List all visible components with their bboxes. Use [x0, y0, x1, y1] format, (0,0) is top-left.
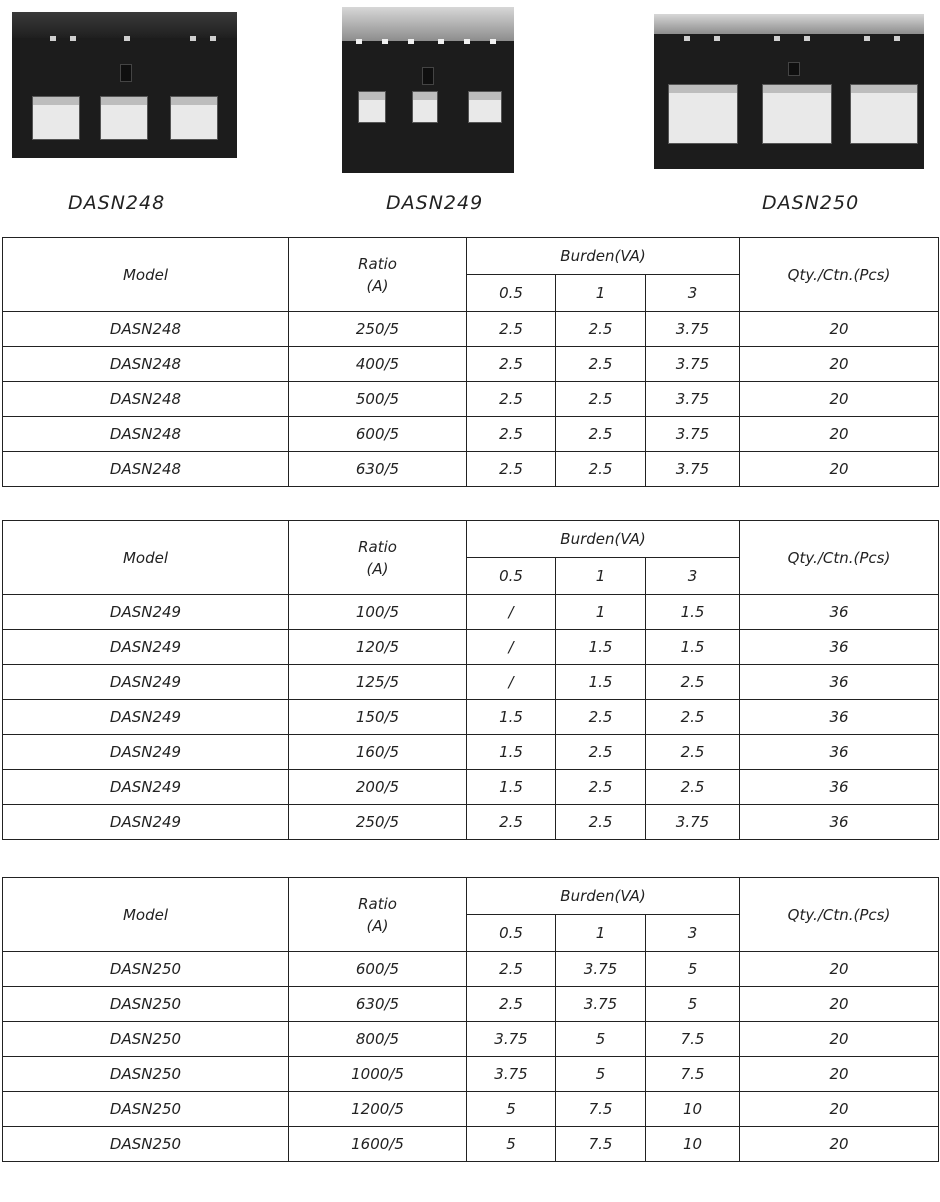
header-burden-05: 0.5 [467, 915, 556, 952]
cell-model: DASN250 [3, 1022, 289, 1057]
cell-burden-05: / [467, 630, 556, 665]
product-image-dasn249 [342, 7, 514, 173]
spec-table-dasn250 [2, 877, 939, 1162]
cell-burden-1: 2.5 [556, 452, 646, 487]
cell-burden-3: 2.5 [646, 770, 740, 805]
cell-model: DASN249 [3, 595, 289, 630]
cell-burden-1: 2.5 [556, 347, 646, 382]
cell-burden-3: 2.5 [646, 665, 740, 700]
product-caption: DASN248 [68, 192, 166, 214]
header-burden-3: 3 [646, 558, 740, 595]
cell-burden-05: 1.5 [467, 735, 556, 770]
cell-burden-05: 3.75 [467, 1057, 556, 1092]
cell-burden-3: 10 [646, 1127, 740, 1162]
cell-model: DASN250 [3, 1092, 289, 1127]
header-burden-1: 1 [556, 558, 646, 595]
table-row [3, 382, 939, 417]
cell-burden-1: 2.5 [556, 312, 646, 347]
header-burden-3: 3 [646, 915, 740, 952]
cell-burden-05: 1.5 [467, 770, 556, 805]
table-row [3, 987, 939, 1022]
cell-ratio: 200/5 [289, 770, 467, 805]
cell-qty: 36 [740, 700, 939, 735]
cell-qty: 36 [740, 665, 939, 700]
cell-burden-1: 2.5 [556, 735, 646, 770]
cell-burden-3: 5 [646, 987, 740, 1022]
cell-ratio: 150/5 [289, 700, 467, 735]
table-row [3, 805, 939, 840]
header-burden: Burden(VA) [467, 238, 740, 275]
cell-qty: 20 [740, 382, 939, 417]
cell-burden-1: 2.5 [556, 770, 646, 805]
cell-burden-05: 5 [467, 1127, 556, 1162]
cell-burden-05: 2.5 [467, 805, 556, 840]
cell-qty: 36 [740, 805, 939, 840]
header-ratio-label: Ratio [358, 894, 397, 913]
cell-qty: 36 [740, 770, 939, 805]
cell-ratio: 400/5 [289, 347, 467, 382]
cell-burden-1: 2.5 [556, 417, 646, 452]
header-burden-3: 3 [646, 275, 740, 312]
cell-burden-1: 5 [556, 1022, 646, 1057]
cell-burden-05: 2.5 [467, 952, 556, 987]
cell-model: DASN249 [3, 665, 289, 700]
cell-burden-1: 1 [556, 595, 646, 630]
cell-qty: 20 [740, 987, 939, 1022]
header-qty: Qty./Ctn.(Pcs) [740, 238, 939, 312]
cell-ratio: 600/5 [289, 417, 467, 452]
table-row [3, 665, 939, 700]
cell-model: DASN248 [3, 347, 289, 382]
cell-ratio: 100/5 [289, 595, 467, 630]
cell-qty: 20 [740, 1092, 939, 1127]
cell-ratio: 250/5 [289, 805, 467, 840]
cell-burden-3: 3.75 [646, 417, 740, 452]
header-burden: Burden(VA) [467, 878, 740, 915]
table-row [3, 347, 939, 382]
header-ratio-unit: (A) [366, 276, 389, 295]
header-burden-05: 0.5 [467, 558, 556, 595]
cell-model: DASN248 [3, 452, 289, 487]
cell-burden-1: 7.5 [556, 1127, 646, 1162]
table-row [3, 770, 939, 805]
table-row [3, 952, 939, 987]
cell-ratio: 500/5 [289, 382, 467, 417]
cell-qty: 20 [740, 1057, 939, 1092]
cell-burden-05: 5 [467, 1092, 556, 1127]
header-ratio [289, 521, 467, 595]
header-ratio [289, 238, 467, 312]
header-ratio-unit: (A) [366, 916, 389, 935]
cell-ratio: 1000/5 [289, 1057, 467, 1092]
cell-model: DASN249 [3, 700, 289, 735]
cell-burden-05: 3.75 [467, 1022, 556, 1057]
header-ratio [289, 878, 467, 952]
cell-burden-1: 3.75 [556, 987, 646, 1022]
cell-burden-05: 2.5 [467, 987, 556, 1022]
cell-burden-3: 2.5 [646, 700, 740, 735]
cell-ratio: 160/5 [289, 735, 467, 770]
cell-burden-05: 2.5 [467, 452, 556, 487]
cell-model: DASN249 [3, 630, 289, 665]
cell-qty: 20 [740, 1127, 939, 1162]
cell-burden-05: / [467, 665, 556, 700]
cell-ratio: 120/5 [289, 630, 467, 665]
cell-model: DASN250 [3, 952, 289, 987]
header-ratio-unit: (A) [366, 559, 389, 578]
product-caption: DASN250 [762, 192, 860, 214]
table-row [3, 1127, 939, 1162]
header-model: Model [3, 521, 289, 595]
header-burden: Burden(VA) [467, 521, 740, 558]
cell-burden-3: 3.75 [646, 347, 740, 382]
cell-burden-05: 1.5 [467, 700, 556, 735]
cell-burden-1: 2.5 [556, 805, 646, 840]
cell-burden-3: 3.75 [646, 452, 740, 487]
cell-burden-05: 2.5 [467, 312, 556, 347]
cell-qty: 20 [740, 312, 939, 347]
cell-burden-1: 2.5 [556, 382, 646, 417]
product-image-dasn250 [654, 14, 924, 169]
cell-ratio: 250/5 [289, 312, 467, 347]
table-row [3, 417, 939, 452]
cell-qty: 36 [740, 630, 939, 665]
cell-qty: 20 [740, 347, 939, 382]
table-row [3, 1057, 939, 1092]
cell-model: DASN249 [3, 735, 289, 770]
cell-burden-3: 7.5 [646, 1022, 740, 1057]
spec-table-dasn248 [2, 237, 939, 487]
cell-ratio: 630/5 [289, 452, 467, 487]
cell-burden-1: 7.5 [556, 1092, 646, 1127]
cell-model: DASN248 [3, 312, 289, 347]
cell-model: DASN248 [3, 417, 289, 452]
header-model: Model [3, 878, 289, 952]
table-row [3, 1022, 939, 1057]
cell-burden-3: 3.75 [646, 312, 740, 347]
header-qty: Qty./Ctn.(Pcs) [740, 878, 939, 952]
header-ratio-label: Ratio [358, 254, 397, 273]
cell-burden-1: 5 [556, 1057, 646, 1092]
cell-ratio: 600/5 [289, 952, 467, 987]
cell-burden-3: 1.5 [646, 595, 740, 630]
cell-burden-3: 10 [646, 1092, 740, 1127]
cell-model: DASN249 [3, 770, 289, 805]
header-qty: Qty./Ctn.(Pcs) [740, 521, 939, 595]
cell-model: DASN250 [3, 987, 289, 1022]
cell-burden-05: 2.5 [467, 417, 556, 452]
cell-burden-1: 1.5 [556, 665, 646, 700]
cell-qty: 20 [740, 452, 939, 487]
cell-ratio: 1600/5 [289, 1127, 467, 1162]
header-ratio-label: Ratio [358, 537, 397, 556]
header-burden-1: 1 [556, 915, 646, 952]
cell-qty: 20 [740, 1022, 939, 1057]
cell-ratio: 800/5 [289, 1022, 467, 1057]
table-row [3, 452, 939, 487]
product-caption: DASN249 [386, 192, 484, 214]
cell-burden-3: 3.75 [646, 805, 740, 840]
table-row [3, 735, 939, 770]
cell-burden-1: 2.5 [556, 700, 646, 735]
cell-burden-3: 7.5 [646, 1057, 740, 1092]
cell-ratio: 1200/5 [289, 1092, 467, 1127]
header-burden-1: 1 [556, 275, 646, 312]
cell-burden-05: 2.5 [467, 382, 556, 417]
cell-ratio: 125/5 [289, 665, 467, 700]
cell-qty: 20 [740, 952, 939, 987]
cell-model: DASN250 [3, 1057, 289, 1092]
cell-burden-3: 3.75 [646, 382, 740, 417]
cell-burden-3: 2.5 [646, 735, 740, 770]
header-burden-05: 0.5 [467, 275, 556, 312]
table-row [3, 312, 939, 347]
table-row [3, 1092, 939, 1127]
cell-burden-05: 2.5 [467, 347, 556, 382]
cell-burden-3: 5 [646, 952, 740, 987]
table-row [3, 595, 939, 630]
cell-burden-3: 1.5 [646, 630, 740, 665]
cell-burden-1: 3.75 [556, 952, 646, 987]
spec-table-dasn249 [2, 520, 939, 840]
table-row [3, 630, 939, 665]
product-image-dasn248 [12, 12, 237, 158]
cell-model: DASN249 [3, 805, 289, 840]
cell-burden-05: / [467, 595, 556, 630]
cell-model: DASN250 [3, 1127, 289, 1162]
table-row [3, 700, 939, 735]
cell-ratio: 630/5 [289, 987, 467, 1022]
cell-model: DASN248 [3, 382, 289, 417]
cell-qty: 36 [740, 595, 939, 630]
cell-qty: 36 [740, 735, 939, 770]
cell-burden-1: 1.5 [556, 630, 646, 665]
cell-qty: 20 [740, 417, 939, 452]
header-model: Model [3, 238, 289, 312]
